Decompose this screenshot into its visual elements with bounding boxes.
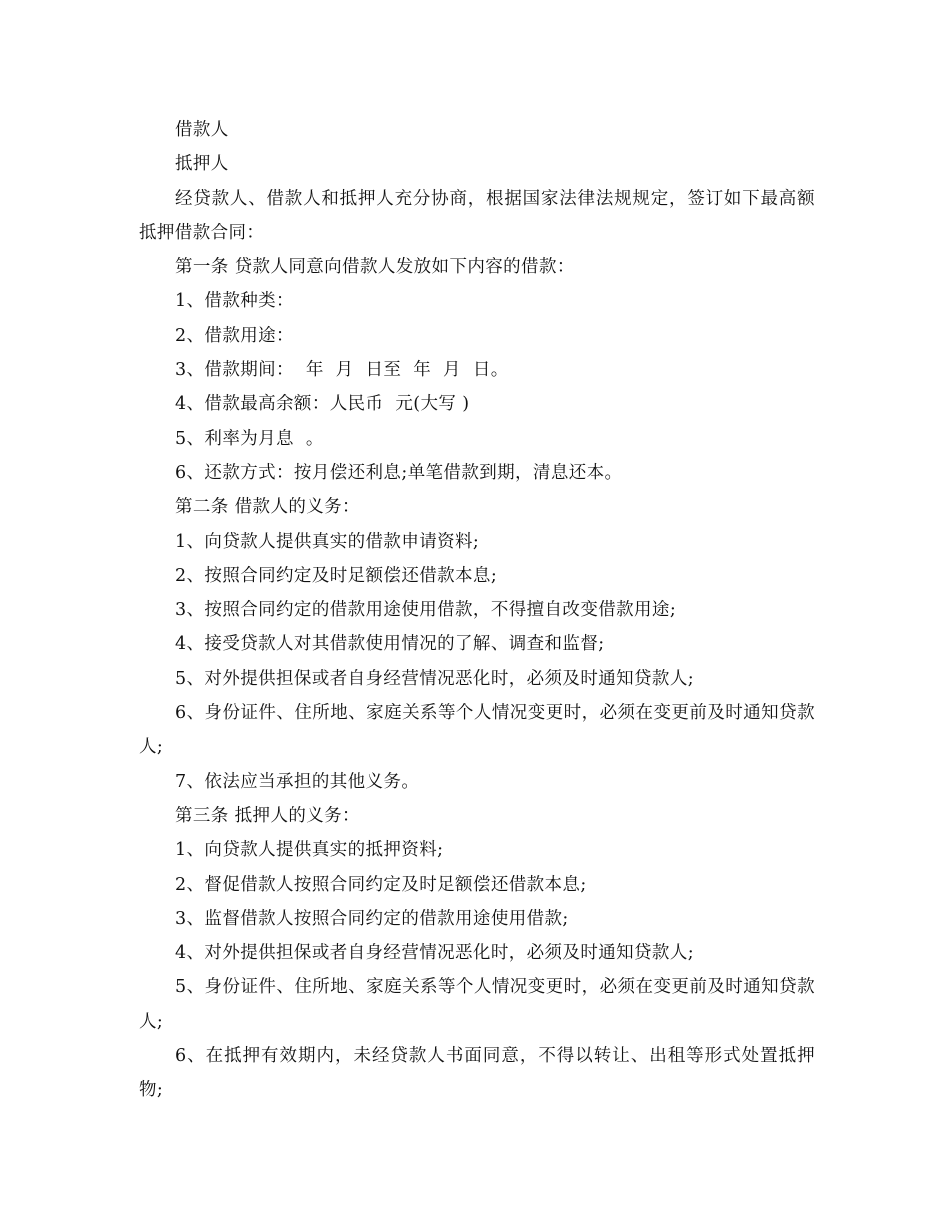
article-1-item-4: 4、借款最高余额：人民币 元(大写 ) — [175, 394, 470, 415]
article-1-item-1: 1、借款种类： — [175, 291, 294, 312]
article-2-item-4: 4、接受贷款人对其借款使用情况的了解、调查和监督; — [175, 634, 605, 655]
article-1-heading: 第一条 贷款人同意向借款人发放如下内容的借款： — [175, 257, 575, 278]
party-borrower: 借款人 — [175, 120, 229, 140]
article-2-item-3: 3、按照合同约定的借款用途使用借款，不得擅自改变借款用途; — [175, 600, 677, 621]
article-2-item-7: 7、依法应当承担的其他义务。 — [175, 771, 420, 792]
article-1-item-6: 6、还款方式：按月偿还利息;单笔借款到期，清息还本。 — [175, 462, 623, 483]
preamble: 经贷款人、借款人和抵押人充分协商，根据国家法律法规规定，签订如下最高额抵押借款合同： — [139, 188, 815, 243]
article-3-item-6: 6、在抵押有效期内，未经贷款人书面同意，不得以转让、出租等形式处置抵押物; — [139, 1046, 815, 1101]
article-1-item-3: 3、借款期间： 年 月 日至 年 月 日。 — [175, 360, 509, 381]
article-1-item-5: 5、利率为月息 。 — [175, 428, 324, 449]
article-2-item-1: 1、向贷款人提供真实的借款申请资料; — [175, 531, 480, 552]
article-2-heading: 第二条 借款人的义务： — [175, 497, 360, 518]
article-1-item-2: 2、借款用途： — [175, 325, 294, 346]
article-3-item-4: 4、对外提供担保或者自身经营情况恶化时，必须及时通知贷款人; — [175, 943, 695, 964]
document-body — [139, 113, 815, 1108]
article-2-item-5: 5、对外提供担保或者自身经营情况恶化时，必须及时通知贷款人; — [175, 668, 695, 689]
party-mortgagor: 抵押人 — [175, 154, 229, 175]
article-3-item-2: 2、督促借款人按照合同约定及时足额偿还借款本息; — [175, 874, 587, 895]
article-3-item-5: 5、身份证件、住所地、家庭关系等个人情况变更时，必须在变更前及时通知贷款人; — [139, 977, 815, 1032]
article-3-heading: 第三条 抵押人的义务： — [175, 805, 360, 826]
article-2-item-6: 6、身份证件、住所地、家庭关系等个人情况变更时，必须在变更前及时通知贷款人; — [139, 703, 815, 758]
article-2-item-2: 2、按照合同约定及时足额偿还借款本息; — [175, 565, 498, 586]
article-3-item-1: 1、向贷款人提供真实的抵押资料; — [175, 840, 444, 861]
article-3-item-3: 3、监督借款人按照合同约定的借款用途使用借款; — [175, 908, 569, 929]
